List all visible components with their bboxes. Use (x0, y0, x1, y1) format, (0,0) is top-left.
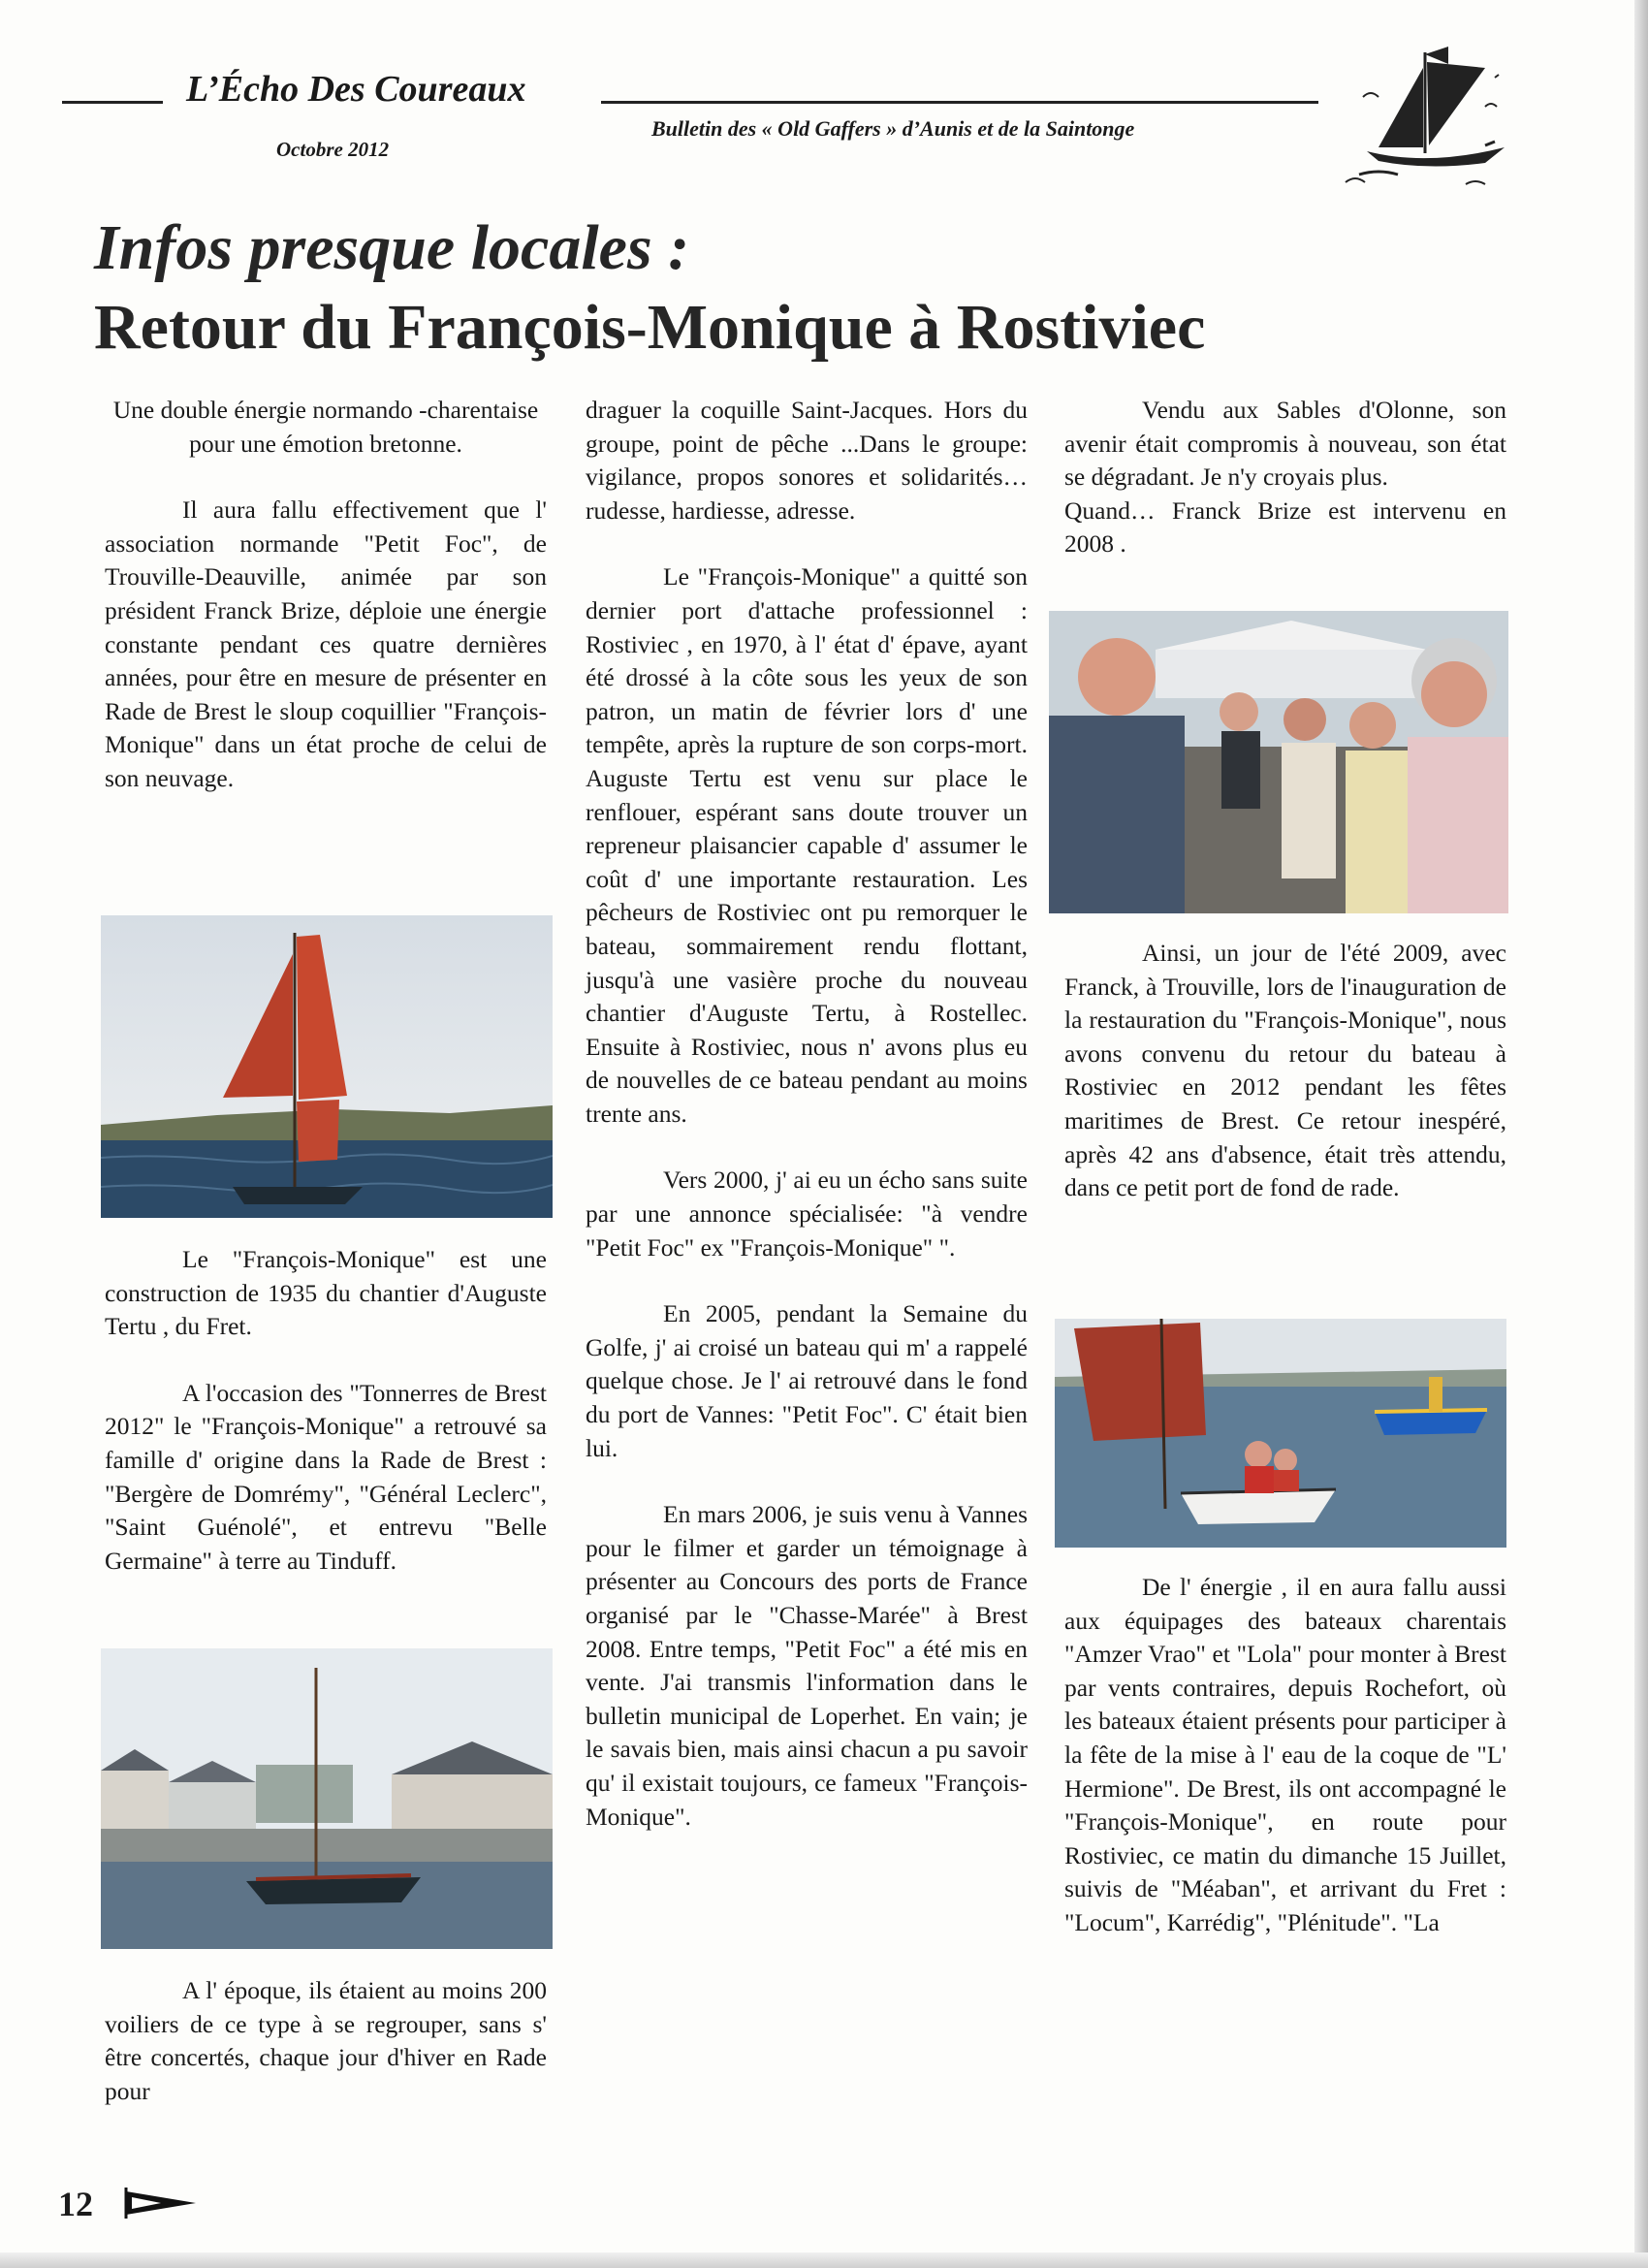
column-3-end (1064, 1571, 1506, 1940)
photo-harbour-sloop (101, 1648, 553, 1949)
photo-crowd-conversation (1049, 611, 1508, 913)
page-number: 12 (58, 2185, 93, 2223)
header-rule-left (62, 101, 163, 104)
paragraph: Vendu aux Sables d'Olonne, son avenir était compromis à nouveau, son état se dégradant. Je n'y croyais plus. (1064, 396, 1506, 492)
gaff-rigged-sailboat-icon (1340, 39, 1534, 194)
paragraph: Le "François-Monique" a quitté son dernier port d'attache professionnel : Rostiviec , en 1970, à l' état d' épave, ayant été drossé à la côte sous les yeux de son patron, un matin de février lors d' une tempête, après la rupture de son corps-mort. Auguste Tertu est venu sur place le renflouer, espérant sans doute trouver un repreneur plaisancier capable d' assumer le coût d' une importante restauration. Les pêcheurs de Rostiviec ont pu remorquer le bateau, sommairement rendu flottant, jusqu'à une vasière proche du nouveau chantier d'Auguste Tertu, à Rostellec. Ensuite à Rostiviec, nous n' avons plus eu de nouvelles de ce bateau pendant au moins trente ans. (586, 562, 1028, 1128)
paragraph: Le "François-Monique" est une construction de 1935 du chantier d'Auguste Tertu , du Fret. (105, 1245, 547, 1341)
paragraph: Il aura fallu effectivement que l' association normande "Petit Foc", de Trouville-Deauville, animée par son président Franck Brize, déploie une énergie constante pendant ces quatre dernières années, pour être en mesure de présenter en Rade de Brest le sloup coquillier "François-Monique" dans un état proche de celui de son neuvage. (105, 495, 547, 792)
paragraph: En 2005, pendant la Semaine du Golfe, j' ai croisé un bateau qui m' a rappelé quelque chose. Je l' ai retrouvé dans le fond du port de Vannes: "Petit Foc". C' était bien lui. (586, 1299, 1028, 1462)
page-bottom-shadow (0, 2252, 1648, 2268)
header-rule-right (601, 101, 1318, 104)
photo-boats-regatta (1055, 1319, 1506, 1548)
pennant-flag-icon (122, 2186, 200, 2220)
bulletin-subtitle: Bulletin des « Old Gaffers » d’Aunis et de la Saintonge (651, 116, 1135, 141)
paragraph: A l' époque, ils étaient au moins 200 voiliers de ce type à se regrouper, sans s' être concertés, chaque jour d'hiver en Rade pour (105, 1976, 547, 2105)
paragraph: Ainsi, un jour de l'été 2009, avec Franck, à Trouville, lors de l'inauguration de la restauration du "François-Monique", nous avons convenu du retour du bateau à Rostiviec en 2012 pendant les fêtes maritimes de Brest. Ce retour inespéré, après 42 ans d'absence, était très attendu, dans ce petit port de fond de rade. (1064, 939, 1506, 1202)
paragraph: De l' énergie , il en aura fallu aussi aux équipages des bateaux charentais "Amzer Vrao" et "Lola" pour monter à Brest par vents contraires, depuis Rochefort, où les bateaux étaient présents pour participer à la fête de la mise à l' eau de la coque de "L' Hermione". De Brest, ils ont accompagné le "François-Monique", en route pour Rostiviec, ce matin du dimanche 15 Juillet, suivis de "Méaban", et arrivant du Fret : "Locum", Karrédig", "Plénitude". "La (1064, 1573, 1506, 1936)
issue-date: Octobre 2012 (276, 138, 390, 161)
column-3 (1064, 394, 1506, 594)
column-1-end (105, 1974, 547, 2108)
paragraph: draguer la coquille Saint-Jacques. Hors du groupe, point de pêche ...Dans le groupe: vigilance, propos sonores et solidarités… rudesse, hardiesse, adresse. (586, 396, 1028, 525)
intro-paragraph: Une double énergie normando -charentaise pour une émotion bretonne. (112, 396, 539, 458)
paragraph: Quand… Franck Brize est intervenu en 2008 . (1064, 495, 1506, 559)
article-headline: Retour du François-Monique à Rostiviec (94, 292, 1206, 363)
column-1-lower (105, 1243, 547, 1611)
article-kicker: Infos presque locales : (94, 212, 690, 283)
column-3-middle (1064, 937, 1506, 1205)
page-edge-shadow (1634, 0, 1648, 2268)
column-2 (586, 394, 1028, 1834)
paragraph: Vers 2000, j' ai eu un écho sans suite par une annonce spécialisée: "à vendre "Petit Foc" ex "François-Monique" ". (586, 1166, 1028, 1262)
masthead-title: L’Écho Des Coureaux (186, 69, 526, 110)
column-1 (105, 394, 547, 829)
paragraph: A l'occasion des "Tonnerres de Brest 2012" le "François-Monique" a retrouvé sa famille d' origine dans la Rade de Brest : "Bergère de Domrémy", "Général Leclerc", "Saint Guénolé", et entrevu "Belle Germaine" à terre au Tinduff. (105, 1378, 547, 1575)
photo-red-sail-boat (101, 915, 553, 1218)
paragraph: En mars 2006, je suis venu à Vannes pour le filmer et garder un témoignage à présenter au Concours des ports de France organisé par le "Chasse-Marée" à Brest 2008. Entre temps, "Petit Foc" a été mis en vente. J'ai transmis l'information dans le bulletin municipal de Loperhet. En vain; je le savais bien, mais ainsi chacun a pu savoir qu' il existait toujours, ce fameux "François-Monique". (586, 1500, 1028, 1831)
